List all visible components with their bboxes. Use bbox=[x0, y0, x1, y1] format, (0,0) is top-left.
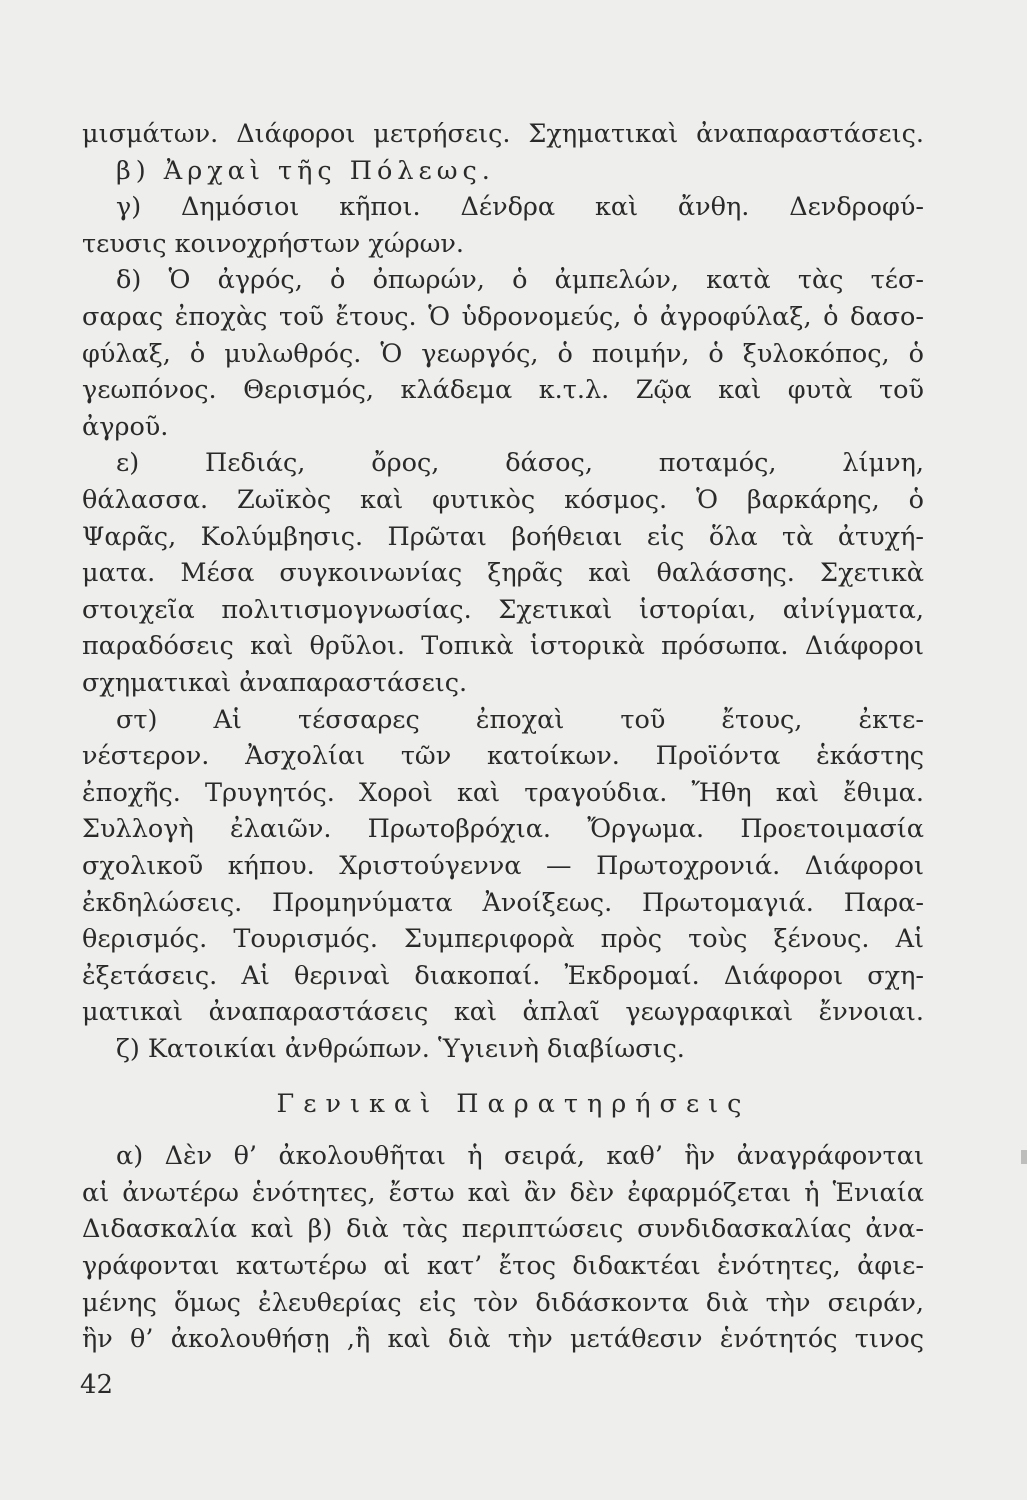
text-line: στοιχεῖα πολιτισμογνωσίας. Σχετικαὶ ἱστορίαι, αἰνίγματα, bbox=[82, 594, 924, 625]
text-line: δ) Ὁ ἀγρός, ὁ ὀπωρών, ὁ ἀμπελών, κατὰ τὰς τέσ- bbox=[116, 265, 924, 296]
text-line: νέστερον. Ἀσχολίαι τῶν κατοίκων. Προϊόντα ἑκάστης bbox=[82, 741, 924, 772]
text-line: θερισμός. Τουρισμός. Συμπεριφορὰ πρὸς τοὺς ξένους. Αἱ bbox=[82, 924, 924, 955]
text-line: ἐξετάσεις. Αἱ θεριναὶ διακοπαί. Ἐκδρομαί. Διάφοροι σχη- bbox=[82, 960, 924, 991]
text-line: παραδόσεις καὶ θρῦλοι. Τοπικὰ ἱστορικὰ πρόσωπα. Διάφοροι bbox=[82, 631, 924, 662]
text-line: Συλλογὴ ἐλαιῶν. Πρωτοβρόχια. Ὄργωμα. Προετοιμασία bbox=[82, 814, 924, 845]
text-line: γ) Δημόσιοι κῆποι. Δένδρα καὶ ἄνθη. Δενδροφύ- bbox=[116, 192, 924, 223]
text-line: σχολικοῦ κήπου. Χριστούγεννα — Πρωτοχρονιά. Διάφοροι bbox=[82, 851, 924, 881]
text-line: σαρας ἐποχὰς τοῦ ἔτους. Ὁ ὑδρονομεύς, ὁ ἀγροφύλαξ, ὁ δασο- bbox=[82, 302, 924, 332]
text-line: ματικαὶ ἀναπαραστάσεις καὶ ἁπλαῖ γεωγραφικαὶ ἔννοιαι. bbox=[82, 997, 924, 1028]
text-line: αἱ ἀνωτέρω ἑνότητες, ἔστω καὶ ἂν δὲν ἐφαρμόζεται ἡ Ἑνιαία bbox=[82, 1177, 924, 1208]
text-line: ἀγροῦ. bbox=[82, 411, 169, 442]
text-line: ε) Πεδιάς, ὄρος, δάσος, ποταμός, λίμνη, bbox=[116, 448, 924, 479]
text-line: β) Ἀρχαὶ τῆς Πόλεως. bbox=[116, 155, 495, 186]
text-line: γεωπόνος. Θερισμός, κλάδεμα κ.τ.λ. Ζῷα καὶ φυτὰ τοῦ bbox=[82, 375, 924, 406]
text-line: Διδασκαλία καὶ β) διὰ τὰς περιπτώσεις συνδιδασκαλίας ἀνα- bbox=[82, 1214, 924, 1245]
text-line: θάλασσα. Ζωϊκὸς καὶ φυτικὸς κόσμος. Ὁ βαρκάρης, ὁ bbox=[82, 485, 924, 515]
text-line: φύλαξ, ὁ μυλωθρός. Ὁ γεωργός, ὁ ποιμήν, ὁ ξυλοκόπος, ὁ bbox=[82, 338, 924, 369]
text-line: γράφονται κατωτέρω αἱ κατ’ ἔτος διδακτέαι ἑνότητες, ἀφιε- bbox=[82, 1251, 924, 1281]
text-line: ἐκδηλώσεις. Προμηνύματα Ἀνοίξεως. Πρωτομαγιά. Παρα- bbox=[82, 887, 924, 918]
text-line: Ψαρᾶς, Κολύμβησις. Πρῶται βοήθειαι εἰς ὅλα τὰ ἀτυχή- bbox=[82, 521, 924, 552]
scan-edge-mark bbox=[1021, 1150, 1027, 1164]
text-line: τευσις κοινοχρήστων χώρων. bbox=[82, 228, 465, 259]
text-line: ζ) Κατοικίαι ἀνθρώπων. Ὑγιεινὴ διαβίωσις. bbox=[116, 1034, 685, 1064]
text-line: ἐποχῆς. Τρυγητός. Χοροὶ καὶ τραγούδια. Ἤθη καὶ ἔθιμα. bbox=[82, 777, 924, 808]
text-line: σχηματικαὶ ἀναπαραστάσεις. bbox=[82, 668, 468, 698]
text-line: μένης ὅμως ἐλευθερίας εἰς τὸν διδάσκοντα διὰ τὴν σειράν, bbox=[82, 1287, 924, 1318]
text-line: α) Δὲν θ’ ἀκολουθῆται ἡ σειρά, καθ’ ἣν ἀναγράφονται bbox=[116, 1141, 924, 1172]
page-number: 42 bbox=[80, 1370, 114, 1400]
text-line: στ) Αἱ τέσσαρες ἐποχαὶ τοῦ ἔτους, ἐκτε- bbox=[116, 704, 924, 735]
text-line: μισμάτων. Διάφοροι μετρήσεις. Σχηματικαὶ ἀναπαραστάσεις. bbox=[82, 119, 924, 149]
text-line: ἣν θ’ ἀκολουθήσῃ ,ἢ καὶ διὰ τὴν μετάθεσιν ἑνότητός τινος bbox=[82, 1324, 924, 1355]
section-heading: Γενικαὶ Παρατηρήσεις bbox=[276, 1088, 751, 1119]
text-line: ματα. Μέσα συγκοινωνίας ξηρᾶς καὶ θαλάσσης. Σχετικὰ bbox=[82, 558, 924, 589]
